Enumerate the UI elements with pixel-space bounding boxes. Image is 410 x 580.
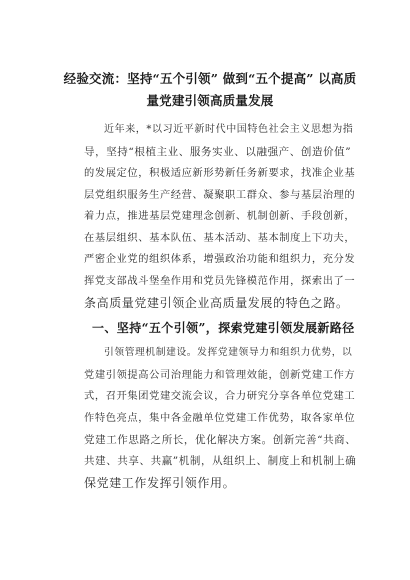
section-1-paragraph-line: 作特色亮点，集中各金融单位党建工作优势，取各家单位	[84, 412, 356, 424]
section-1-paragraph-line: 引领管理机制建设。发挥党建领导力和组织力优势，以	[104, 347, 353, 358]
intro-paragraph-line: 挥党支部战斗堡垒作用和党员先锋模范作用，探索出了一	[84, 275, 356, 287]
intro-paragraph-line: 在基层组织、基本队伍、基本活动、基本制度上下功夫，	[84, 232, 356, 244]
section-1-paragraph-line: 保党建工作发挥引领作用。	[84, 476, 236, 490]
intro-paragraph-line: 严密企业党的组织体系，增强政治功能和组织力，充分发	[84, 253, 356, 265]
document-title-line-2: 量党建引领高质量发展	[146, 93, 274, 108]
intro-paragraph-line: 近年来，*以习近平新时代中国特色社会主义思想为指	[104, 124, 354, 135]
section-1-heading: 一、坚持“五个引领”，探索党建引领发展新路径	[92, 321, 355, 335]
section-1-paragraph-line: 党建工作思路之所长，优化解决方案。创新完善“共商、	[84, 434, 357, 446]
intro-paragraph-line: 层党组织服务生产经营、凝聚职工群众、参与基层治理的	[84, 189, 356, 201]
intro-paragraph-line: 的发展定位，积极适应新形势新任务新要求，找准企业基	[84, 167, 356, 179]
intro-paragraph-line: 条高质量党建引领企业高质量发展的特色之路。	[84, 296, 349, 310]
section-1-paragraph-line: 式，召开集团党建交流会议，合力研究分享各单位党建工	[84, 390, 356, 402]
section-1-paragraph-line: 共建、共享、共赢”机制，从组织上、制度上和机制上确	[84, 455, 357, 467]
document-title-line-1: 经验交流：坚持“五个引领” 做到“五个提高” 以高质	[63, 71, 357, 86]
intro-paragraph-line: 导，坚持“根植主业、服务实业、以融强产、创造价值”	[84, 146, 352, 158]
section-1-paragraph-line: 党建引领提高公司治理能力和管理效能，创新党建工作方	[84, 369, 356, 381]
intro-paragraph-line: 着力点，推进基层党建理念创新、机制创新、手段创新，	[84, 210, 356, 222]
